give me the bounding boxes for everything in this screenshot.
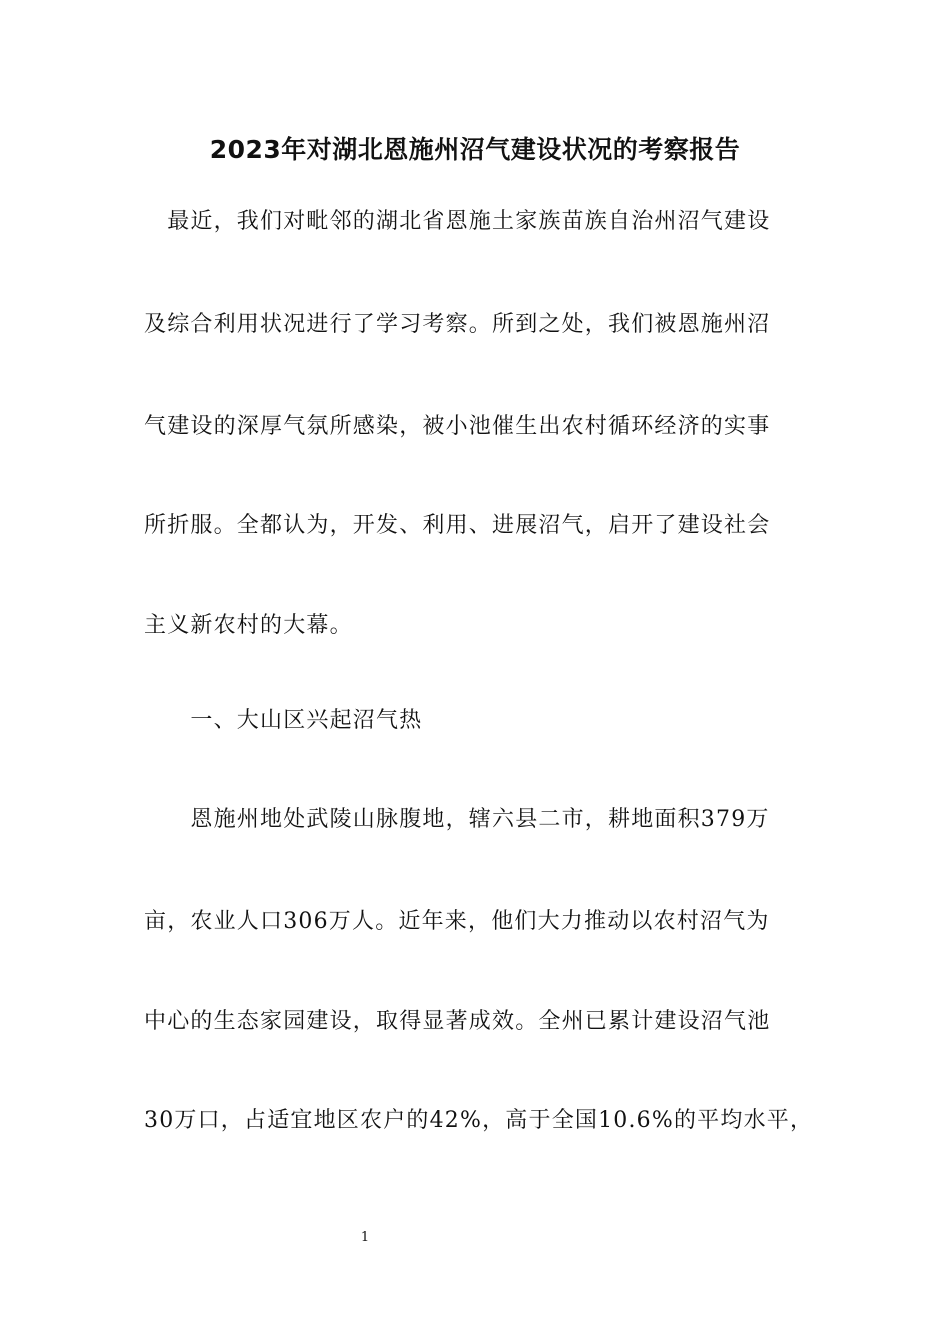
paragraph-line: 亩，农业人口306万人。近年来，他们大力推动以农村沼气为	[144, 909, 770, 934]
paragraph-line: 恩施州地处武陵山脉腹地，辖六县二市，耕地面积379万	[144, 807, 770, 832]
paragraph-line: 气建设的深厚气氛所感染，被小池催生出农村循环经济的实事	[144, 414, 771, 439]
paragraph-line: 及综合利用状况进行了学习考察。所到之处，我们被恩施州沼	[144, 312, 771, 337]
paragraph-line: 中心的生态家园建设，取得显著成效。全州已累计建设沼气池	[144, 1009, 771, 1034]
paragraph-line: 主义新农村的大幕。	[144, 613, 353, 638]
page-number: 1	[360, 1230, 370, 1245]
paragraph-line: 所折服。全都认为，开发、利用、进展沼气，启开了建设社会	[144, 513, 771, 538]
paragraph-line: 30万口，占适宜地区农户的42%，高于全国10.6%的平均水平，	[144, 1108, 814, 1133]
section-heading: 一、大山区兴起沼气热	[144, 708, 423, 733]
paragraph-line: 最近，我们对毗邻的湖北省恩施土家族苗族自治州沼气建设	[144, 209, 771, 234]
document-title: 2023年对湖北恩施州沼气建设状况的考察报告	[209, 135, 741, 164]
